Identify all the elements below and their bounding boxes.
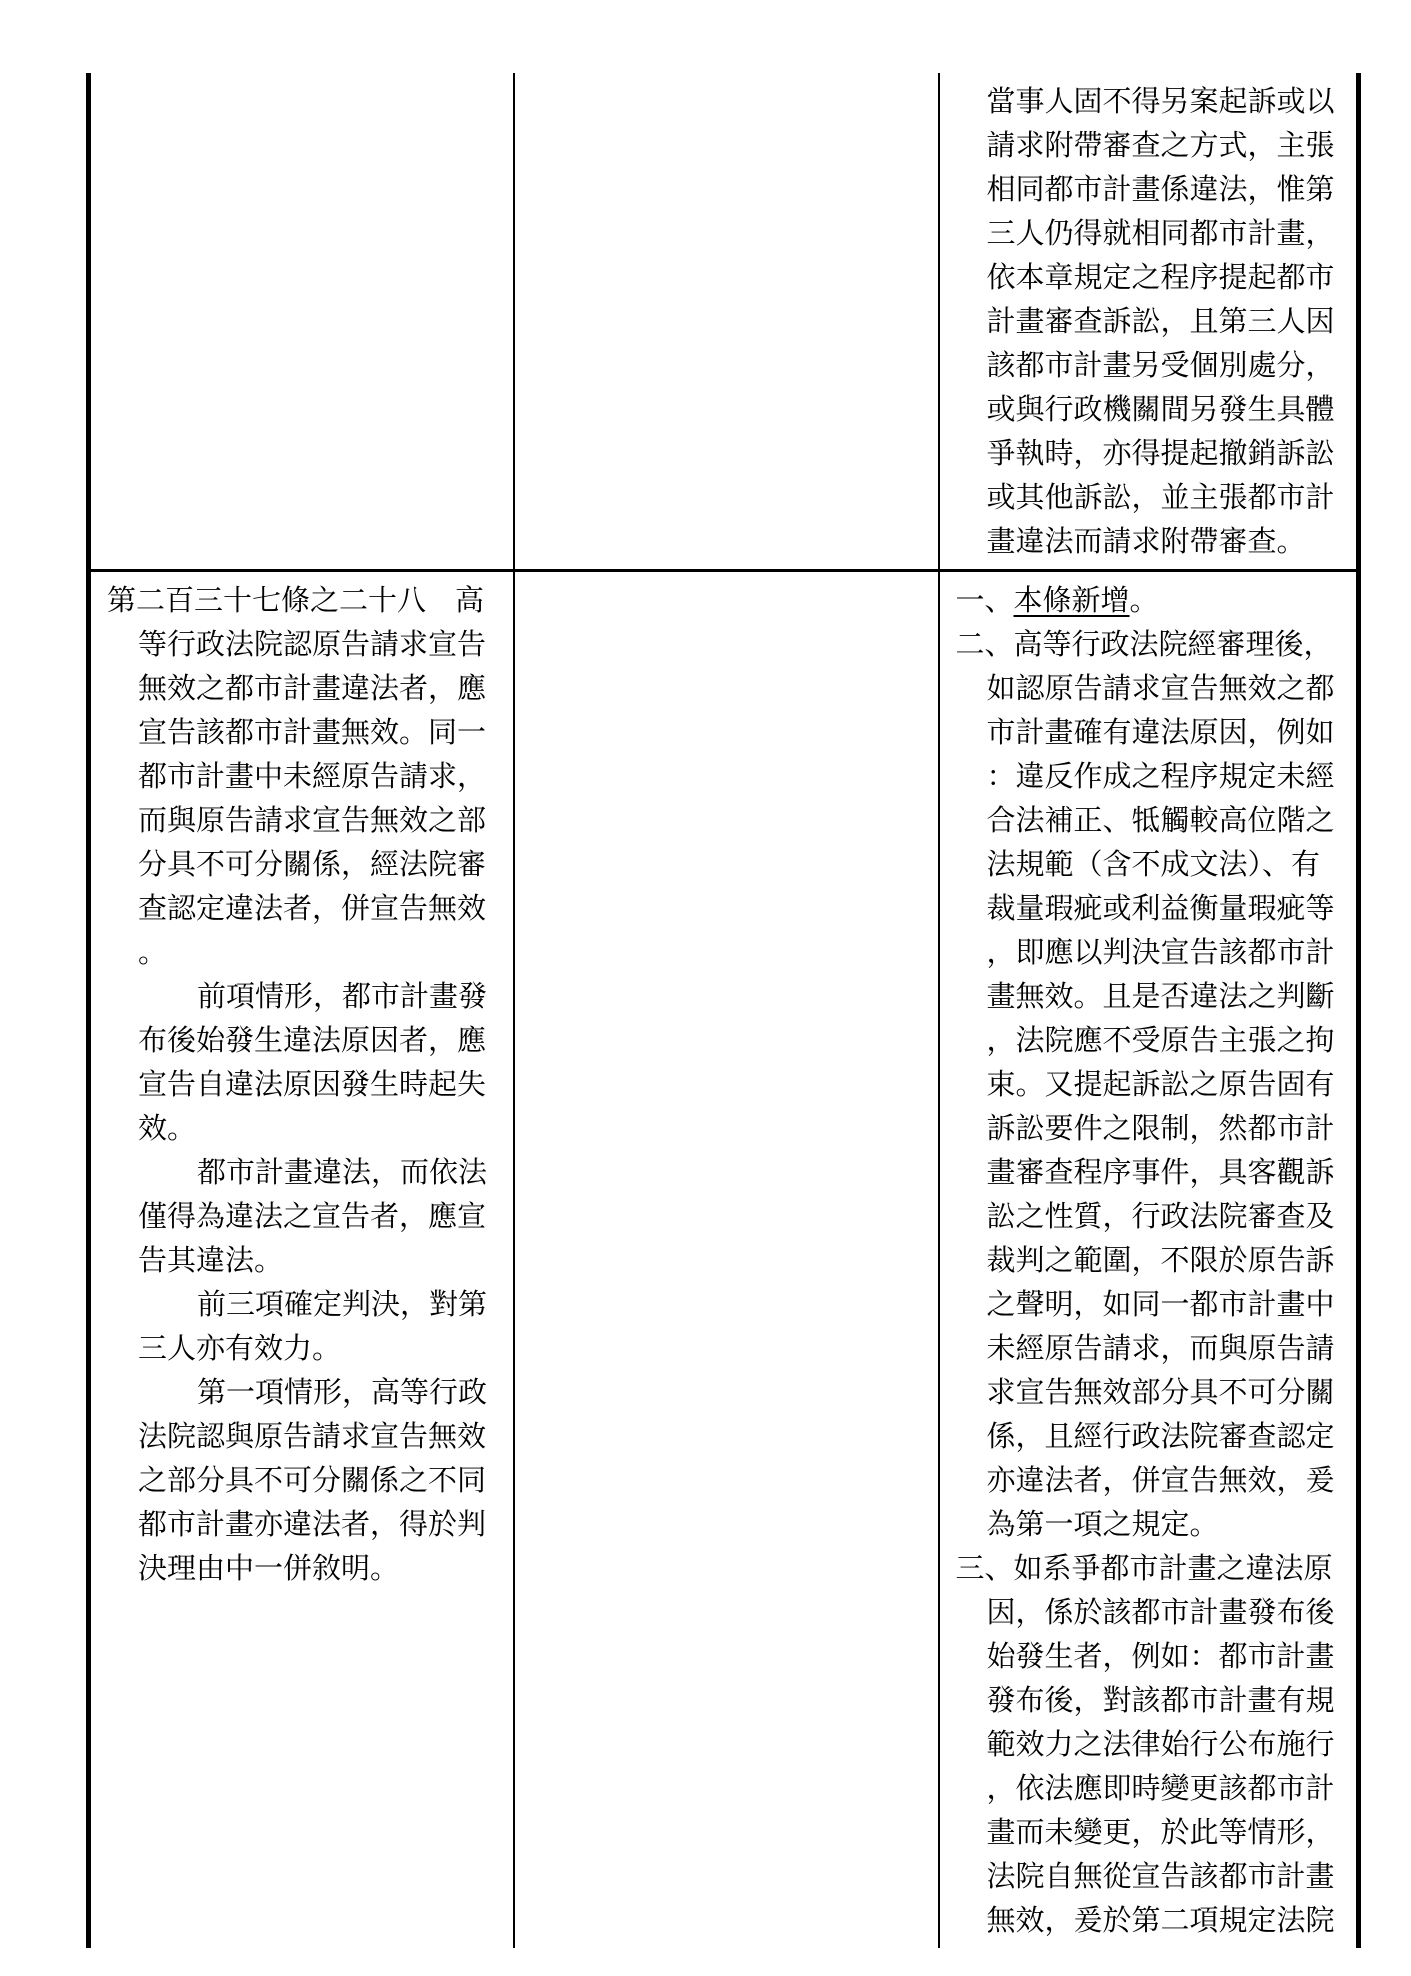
text-line: 當事人固不得另案起訴或以 <box>986 84 1335 118</box>
table-row <box>89 73 1359 571</box>
text-line: 市計畫確有違法原因，例如 <box>986 715 1335 749</box>
text-line: 計畫審查訴訟，且第三人因 <box>986 304 1335 338</box>
text-line: ，依法應即時變更該都市計 <box>986 1771 1335 1805</box>
text-line: 都市計畫違法，而依法 <box>197 1155 488 1189</box>
text-line: 法院認與原告請求宣告無效 <box>138 1419 487 1453</box>
text-line: 之部分具不可分關係之不同 <box>138 1463 487 1497</box>
text-line: 決理由中一併敘明。 <box>138 1551 400 1585</box>
text-line: 依本章規定之程序提起都市 <box>986 260 1335 294</box>
text-line: 第二百三十七條之二十八 高 <box>107 583 485 617</box>
text-line: 之聲明，如同一都市計畫中 <box>986 1287 1335 1321</box>
text-line: ，法院應不受原告主張之拘 <box>986 1023 1335 1057</box>
text-line: 該都市計畫另受個別處分， <box>986 348 1335 382</box>
text-line: 分具不可分關係，經法院審 <box>138 847 487 881</box>
text-line: 裁量瑕疵或利益衡量瑕疵等 <box>986 891 1335 925</box>
text-line: 布後始發生違法原因者，應 <box>138 1023 487 1057</box>
underlined-text: 本條新增 <box>1013 583 1130 617</box>
text-line: 三、如系爭都市計畫之違法原 <box>955 1551 1333 1585</box>
text-line: 等行政法院認原告請求宣告 <box>138 627 487 661</box>
article-cell <box>89 73 514 571</box>
text-line: 效。 <box>138 1111 197 1145</box>
article-cell <box>89 571 514 1949</box>
text-line: 告其違法。 <box>138 1243 284 1277</box>
text-line: 查認定違法者，併宣告無效 <box>138 891 487 925</box>
text-line: 裁判之範圍，不限於原告訴 <box>986 1243 1335 1277</box>
text-line: 宣告該都市計畫無效。同一 <box>138 715 487 749</box>
text-line: 訴訟要件之限制，然都市計 <box>986 1111 1335 1145</box>
text-line: 或與行政機關間另發生具體 <box>986 392 1335 426</box>
text-line: 畫審查程序事件，具客觀訴 <box>986 1155 1335 1189</box>
text-line: 而與原告請求宣告無效之部 <box>138 803 487 837</box>
text-line: 都市計畫亦違法者，得於判 <box>138 1507 487 1541</box>
text-line: ：違反作成之程序規定未經 <box>986 759 1335 793</box>
text-line: 如認原告請求宣告無效之都 <box>986 671 1335 705</box>
text-line: 畫而未變更，於此等情形， <box>986 1815 1335 1849</box>
text-line: 無效之都市計畫違法者，應 <box>138 671 487 705</box>
text-line: 為第一項之規定。 <box>986 1507 1219 1541</box>
text-line: 二、高等行政法院經審理後， <box>955 627 1333 661</box>
text-line: 宣告自違法原因發生時起失 <box>138 1067 487 1101</box>
text-line: 係，且經行政法院審查認定 <box>986 1419 1335 1453</box>
text-line: 始發生者，例如：都市計畫 <box>986 1639 1335 1673</box>
text-line: 一、本條新增。 <box>955 583 1159 617</box>
text-line: 法院自無從宣告該都市計畫 <box>986 1859 1335 1893</box>
explanation-cell <box>939 73 1359 571</box>
text-line: 無效，爰於第二項規定法院 <box>986 1903 1335 1937</box>
current-provision-cell <box>514 73 939 571</box>
text-line: 相同都市計畫係違法，惟第 <box>986 172 1335 206</box>
table-row <box>89 571 1359 1949</box>
current-provision-cell <box>514 571 939 1949</box>
explanation-cell <box>939 571 1359 1949</box>
text-line: 或其他訴訟，並主張都市計 <box>986 480 1335 514</box>
text-line: 範效力之法律始行公布施行 <box>986 1727 1335 1761</box>
text-line: 前項情形，都市計畫發 <box>197 979 488 1013</box>
text-line: 束。又提起訴訟之原告固有 <box>986 1067 1335 1101</box>
text-line: 未經原告請求，而與原告請 <box>986 1331 1335 1365</box>
text-line: 都市計畫中未經原告請求， <box>138 759 487 793</box>
comparison-table <box>86 73 1361 1948</box>
text-line: 畫違法而請求附帶審查。 <box>986 524 1306 558</box>
text-line: 僅得為違法之宣告者，應宣 <box>138 1199 487 1233</box>
text-line: 亦違法者，併宣告無效，爰 <box>986 1463 1335 1497</box>
text-line: 前三項確定判決，對第 <box>197 1287 488 1321</box>
text-line: 合法補正、牴觸較高位階之 <box>986 803 1335 837</box>
text-line: 法規範（含不成文法）、有 <box>986 847 1321 881</box>
text-line: 訟之性質，行政法院審查及 <box>986 1199 1335 1233</box>
text-line: 三人亦有效力。 <box>138 1331 342 1365</box>
text-line: 請求附帶審查之方式，主張 <box>986 128 1335 162</box>
text-line: 三人仍得就相同都市計畫， <box>986 216 1335 250</box>
text-line: 畫無效。且是否違法之判斷 <box>986 979 1335 1013</box>
text-line: ，即應以判決宣告該都市計 <box>986 935 1335 969</box>
text-line: 爭執時，亦得提起撤銷訴訟 <box>986 436 1335 470</box>
text-line: 。 <box>138 935 168 969</box>
text-line: 求宣告無效部分具不可分關 <box>986 1375 1335 1409</box>
text-line: 因，係於該都市計畫發布後 <box>986 1595 1335 1629</box>
text-line: 發布後，對該都市計畫有規 <box>986 1683 1335 1717</box>
text-line: 第一項情形，高等行政 <box>197 1375 488 1409</box>
